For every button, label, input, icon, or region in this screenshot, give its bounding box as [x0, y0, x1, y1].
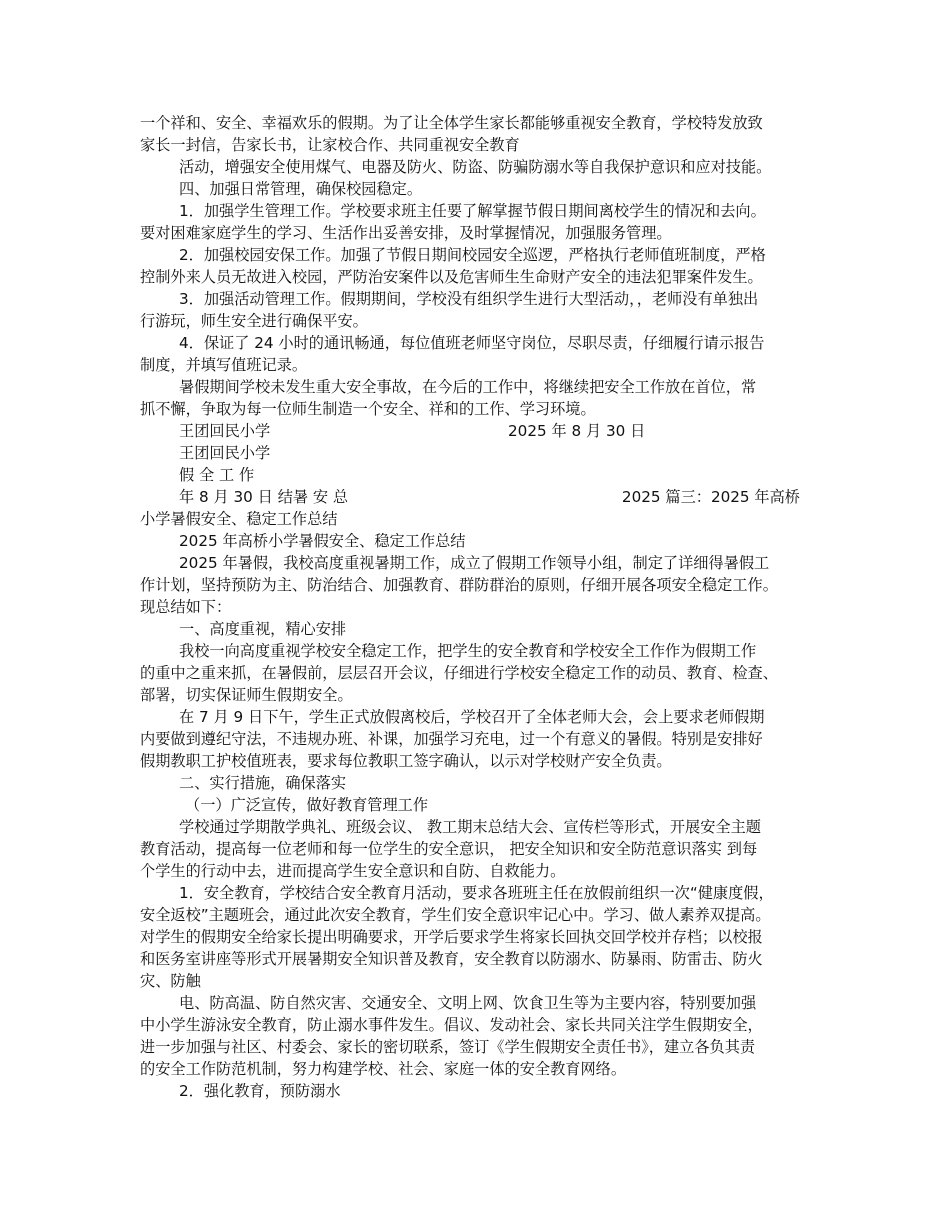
text-line: 电、防高温、防自然灾害、交通安全、文明上网、饮食卫生等为主要内容，特别要加强: [179, 994, 757, 1012]
doc-title: 2025 年高桥小学暑假安全、稳定工作总结: [179, 532, 466, 550]
text-line: 我校一向高度重视学校安全稳定工作，把学生的安全教育和学校安全工作作为假期工作: [179, 642, 757, 660]
text-line: 暑假期间学校未发生重大安全事故，在今后的工作中，将继续把安全工作放在首位，常: [179, 378, 757, 396]
subsection-heading: （一）广泛宣传，做好教育管理工作: [185, 796, 428, 814]
section-heading: 一、高度重视，精心安排: [179, 620, 347, 638]
text-line: 控制外来人员无故进入校园，严防治安案件以及危害师生生命财产安全的违法犯罪案件发生。: [140, 268, 763, 286]
text-line: 的重中之重来抓，在暑假前，层层召开会议，仔细进行学校安全稳定工作的动员、教育、检查、: [140, 664, 778, 682]
section-heading: 四、加强日常管理，确保校园稳定。: [179, 180, 422, 198]
text-line: 的安全工作防范机制，努力构建学校、社会、家庭一体的安全教育网络。: [140, 1060, 626, 1078]
text-line: 2025 年暑假，我校高度重视暑期工作，成立了假期工作领导小组，制定了详细得暑假工: [179, 554, 770, 572]
text-line: 小学暑假安全、稳定工作总结: [140, 510, 338, 528]
text-line: 进一步加强与社区、村委会、家长的密切联系，签订《学生假期安全责任书》，建立各负其责: [140, 1038, 756, 1056]
text-line: 假期教职工护校值班表，要求每位教职工签字确认，以示对学校财产安全负责。: [140, 752, 672, 770]
text-line: 要对困难家庭学生的学习、生活作出妥善安排，及时掌握情况，加强服务管理。: [140, 224, 672, 242]
text-line: 家长一封信，告家长书，让家校合作、共同重视安全教育: [140, 136, 520, 154]
text-line: 灾、防触: [140, 972, 201, 990]
text-line: 个学生的行动中去，进而提高学生安全意识和自防、自救能力。: [140, 862, 566, 880]
text-line: 部署，切实保证师生假期安全。: [140, 686, 353, 704]
mixed-line-right: 2025 篇三：2025 年高桥: [621, 488, 800, 506]
mixed-line: [140, 486, 820, 508]
text-line: 在 7 月 9 日下午，学生正式放假离校后，学校召开了全体老师大会，会上要求老师假期: [179, 708, 765, 726]
subsection-heading: 2．强化教育，预防溺水: [179, 1082, 341, 1100]
spaced-title: 假 全 工 作: [179, 466, 255, 484]
text-line: 中小学生游泳安全教育，防止溺水事件发生。倡议、发动社会、家长共同关注学生假期安全，: [140, 1016, 763, 1034]
text-line: 1．加强学生管理工作。学校要求班主任要了解掌握节假日期间离校学生的情况和去向。: [179, 202, 766, 220]
text-line: 内要做到遵纪守法，不违规办班、补课，加强学习充电，过一个有意义的暑假。特别是安排好: [140, 730, 763, 748]
signature-school-repeat: 王团回民小学: [179, 444, 271, 462]
text-line: 学校通过学期散学典礼、班级会议、 教工期末总结大会、宣传栏等形式，开展安全主题: [179, 818, 761, 836]
text-line: 一个祥和、安全、幸福欢乐的假期。为了让全体学生家长都能够重视安全教育，学校特发放致: [140, 114, 763, 132]
text-line: 和医务室讲座等形式开展暑期安全知识普及教育，安全教育以防溺水、防暴雨、防雷击、防火: [140, 950, 763, 968]
text-line: 3．加强活动管理工作。假期期间，学校没有组织学生进行大型活动，，老师没有单独出: [179, 290, 759, 308]
text-line: 抓不懈，争取为每一位师生制造一个安全、祥和的工作、学习环境。: [140, 400, 596, 418]
text-line: 作计划，坚持预防为主、防治结合、加强教育、群防群治的原则，仔细开展各项安全稳定工作。: [140, 576, 778, 594]
text-line: 制度，并填写值班记录。: [140, 356, 308, 374]
document-page: [140, 112, 820, 1102]
text-line: 2．加强校园安保工作。加强了节假日期间校园安全巡逻，严格执行老师值班制度，严格: [179, 246, 766, 264]
text-line: 现总结如下：: [140, 598, 232, 616]
signature-date: 2025 年 8 月 30 日: [508, 422, 646, 440]
text-line: 4．保证了 24 小时的通讯畅通，每位值班老师坚守岗位，尽职尽责，仔细履行请示报告: [179, 334, 765, 352]
mixed-line-left: 年 8 月 30 日 结暑 安 总: [179, 488, 349, 506]
text-line: 行游玩，师生安全进行确保平安。: [140, 312, 368, 330]
section-heading: 二、实行措施，确保落实: [179, 774, 347, 792]
signature-school: 王团回民小学: [179, 422, 271, 440]
text-line: 教育活动，提高每一位老师和每一位学生的安全意识， 把安全知识和安全防范意识落实 到每: [140, 840, 758, 858]
text-line: 1．安全教育，学校结合安全教育月活动，要求各班班主任在放假前组织一次“健康度假，: [179, 884, 774, 902]
text-line: 安全返校”主题班会，通过此次安全教育，学生们安全意识牢记心中。学习、做人素养双提高。: [140, 906, 771, 924]
text-line: 对学生的假期安全给家长提出明确要求，开学后要求学生将家长回执交回学校并存档；以校报: [140, 928, 763, 946]
text-line: 活动，增强安全使用煤气、电器及防火、防盗、防骗防溺水等自我保护意识和应对技能。: [179, 158, 772, 176]
signature-line: [140, 420, 820, 442]
